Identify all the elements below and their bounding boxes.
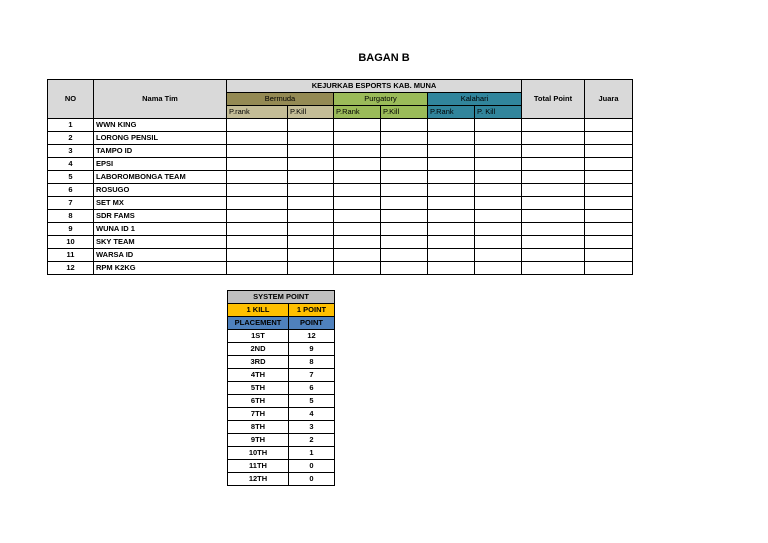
placement-label: 9TH — [228, 434, 289, 447]
placement-label: 11TH — [228, 460, 289, 473]
score-cell — [475, 184, 522, 197]
event-title: KEJURKAB ESPORTS KAB. MUNA — [227, 80, 522, 93]
score-cell — [288, 184, 334, 197]
score-cell — [227, 171, 288, 184]
score-cell — [428, 262, 475, 275]
juara-header: Juara — [585, 80, 633, 119]
placement-point: 0 — [289, 473, 335, 486]
table-row — [48, 145, 633, 158]
map-kalahari: Kalahari — [428, 93, 522, 106]
system-point-title: SYSTEM POINT — [228, 291, 335, 304]
table-row — [48, 158, 633, 171]
score-cell — [227, 145, 288, 158]
score-cell — [288, 223, 334, 236]
score-cell — [288, 197, 334, 210]
placement-label: 7TH — [228, 408, 289, 421]
placement-row — [228, 369, 335, 382]
team-number: 8 — [48, 210, 94, 223]
team-number: 11 — [48, 249, 94, 262]
team-name: EPSI — [94, 158, 227, 171]
team-name: RPM K2KG — [94, 262, 227, 275]
score-cell — [585, 132, 633, 145]
placement-label: 2ND — [228, 343, 289, 356]
score-cell — [585, 262, 633, 275]
score-cell — [585, 210, 633, 223]
placement-label: 10TH — [228, 447, 289, 460]
score-cell — [522, 119, 585, 132]
score-cell — [288, 262, 334, 275]
page-title: BAGAN B — [358, 52, 410, 64]
team-name: LABOROMBONGA TEAM — [94, 171, 227, 184]
score-cell — [428, 197, 475, 210]
placement-row — [228, 382, 335, 395]
score-cell — [585, 145, 633, 158]
score-cell — [381, 158, 428, 171]
team-name: LORONG PENSIL — [94, 132, 227, 145]
score-cell — [428, 249, 475, 262]
table-row — [48, 236, 633, 249]
score-cell — [428, 171, 475, 184]
score-cell — [288, 249, 334, 262]
purgatory-kill-header: P.Kill — [381, 106, 428, 119]
placement-label: 5TH — [228, 382, 289, 395]
no-header: NO — [48, 80, 94, 119]
placement-point: 4 — [289, 408, 335, 421]
score-cell — [522, 132, 585, 145]
score-cell — [475, 249, 522, 262]
score-cell — [475, 158, 522, 171]
placement-row — [228, 434, 335, 447]
placement-row — [228, 447, 335, 460]
table-row — [48, 184, 633, 197]
bermuda-kill-header: P.Kill — [288, 106, 334, 119]
score-cell — [522, 249, 585, 262]
team-number: 7 — [48, 197, 94, 210]
score-cell — [585, 158, 633, 171]
score-cell — [334, 197, 381, 210]
team-number: 3 — [48, 145, 94, 158]
score-cell — [475, 210, 522, 223]
score-cell — [475, 223, 522, 236]
placement-row — [228, 343, 335, 356]
score-cell — [428, 184, 475, 197]
total-point-header: Total Point — [522, 80, 585, 119]
table-row — [48, 197, 633, 210]
kill-label: 1 KILL — [228, 304, 289, 317]
score-cell — [334, 158, 381, 171]
placement-point: 1 — [289, 447, 335, 460]
map-bermuda: Bermuda — [227, 93, 334, 106]
score-cell — [585, 197, 633, 210]
score-cell — [288, 171, 334, 184]
score-cell — [475, 145, 522, 158]
system-point-table — [227, 290, 335, 486]
score-cell — [428, 132, 475, 145]
team-header: Nama Tim — [94, 80, 227, 119]
score-cell — [227, 236, 288, 249]
team-name: SET MX — [94, 197, 227, 210]
team-name: WWN KING — [94, 119, 227, 132]
score-cell — [381, 132, 428, 145]
score-cell — [227, 197, 288, 210]
score-cell — [334, 236, 381, 249]
team-number: 12 — [48, 262, 94, 275]
placement-point: 2 — [289, 434, 335, 447]
team-number: 4 — [48, 158, 94, 171]
team-number: 9 — [48, 223, 94, 236]
score-cell — [288, 236, 334, 249]
table-row — [48, 171, 633, 184]
table-row — [48, 262, 633, 275]
placement-point: 8 — [289, 356, 335, 369]
score-cell — [381, 249, 428, 262]
score-cell — [428, 210, 475, 223]
score-cell — [334, 249, 381, 262]
placement-label: 12TH — [228, 473, 289, 486]
placement-point: 5 — [289, 395, 335, 408]
score-cell — [585, 184, 633, 197]
team-name: SKY TEAM — [94, 236, 227, 249]
team-name: WUNA ID 1 — [94, 223, 227, 236]
score-cell — [334, 145, 381, 158]
score-cell — [522, 158, 585, 171]
kalahari-rank-header: P.Rank — [428, 106, 475, 119]
score-cell — [522, 223, 585, 236]
score-cell — [334, 119, 381, 132]
placement-label: 8TH — [228, 421, 289, 434]
placement-row — [228, 356, 335, 369]
team-name: TAMPO ID — [94, 145, 227, 158]
score-cell — [522, 171, 585, 184]
placement-point: 6 — [289, 382, 335, 395]
score-cell — [428, 145, 475, 158]
bermuda-rank-header: P.rank — [227, 106, 288, 119]
placement-row — [228, 408, 335, 421]
team-number: 2 — [48, 132, 94, 145]
point-header: POINT — [289, 317, 335, 330]
placement-point: 7 — [289, 369, 335, 382]
score-cell — [288, 119, 334, 132]
placement-point: 12 — [289, 330, 335, 343]
score-cell — [522, 184, 585, 197]
score-cell — [475, 236, 522, 249]
table-row — [48, 132, 633, 145]
score-cell — [381, 223, 428, 236]
placement-row — [228, 421, 335, 434]
score-cell — [585, 171, 633, 184]
placement-row — [228, 460, 335, 473]
score-cell — [334, 262, 381, 275]
placement-row — [228, 473, 335, 486]
score-cell — [428, 223, 475, 236]
purgatory-rank-header: P.Rank — [334, 106, 381, 119]
placement-label: 3RD — [228, 356, 289, 369]
team-number: 5 — [48, 171, 94, 184]
team-number: 10 — [48, 236, 94, 249]
score-cell — [381, 262, 428, 275]
score-cell — [428, 119, 475, 132]
score-cell — [522, 210, 585, 223]
map-purgatory: Purgatory — [334, 93, 428, 106]
score-cell — [381, 171, 428, 184]
score-cell — [522, 262, 585, 275]
score-cell — [522, 145, 585, 158]
score-cell — [522, 197, 585, 210]
score-cell — [334, 210, 381, 223]
table-row — [48, 223, 633, 236]
team-number: 1 — [48, 119, 94, 132]
table-row — [48, 249, 633, 262]
team-name: WARSA ID — [94, 249, 227, 262]
placement-point: 3 — [289, 421, 335, 434]
team-name: ROSUGO — [94, 184, 227, 197]
score-cell — [475, 262, 522, 275]
score-cell — [227, 132, 288, 145]
placement-label: 4TH — [228, 369, 289, 382]
score-cell — [381, 119, 428, 132]
score-cell — [428, 158, 475, 171]
score-cell — [227, 119, 288, 132]
score-cell — [334, 223, 381, 236]
score-cell — [381, 210, 428, 223]
table-row — [48, 210, 633, 223]
score-cell — [288, 210, 334, 223]
score-cell — [381, 236, 428, 249]
score-cell — [475, 197, 522, 210]
score-cell — [227, 210, 288, 223]
score-cell — [288, 132, 334, 145]
kalahari-kill-header: P. Kill — [475, 106, 522, 119]
team-name: SDR FAMS — [94, 210, 227, 223]
bracket-table — [47, 79, 633, 275]
table-row — [48, 119, 633, 132]
placement-row — [228, 395, 335, 408]
team-number: 6 — [48, 184, 94, 197]
placement-label: 1ST — [228, 330, 289, 343]
placement-label: 6TH — [228, 395, 289, 408]
score-cell — [585, 223, 633, 236]
placement-point: 0 — [289, 460, 335, 473]
score-cell — [585, 119, 633, 132]
score-cell — [475, 171, 522, 184]
score-cell — [227, 184, 288, 197]
score-cell — [381, 145, 428, 158]
score-cell — [381, 197, 428, 210]
placement-row — [228, 330, 335, 343]
kill-value: 1 POINT — [289, 304, 335, 317]
placement-header: PLACEMENT — [228, 317, 289, 330]
score-cell — [585, 249, 633, 262]
score-cell — [475, 132, 522, 145]
score-cell — [227, 223, 288, 236]
score-cell — [227, 249, 288, 262]
placement-point: 9 — [289, 343, 335, 356]
score-cell — [334, 184, 381, 197]
score-cell — [288, 145, 334, 158]
score-cell — [334, 132, 381, 145]
score-cell — [428, 236, 475, 249]
score-cell — [227, 158, 288, 171]
score-cell — [334, 171, 381, 184]
score-cell — [585, 236, 633, 249]
score-cell — [475, 119, 522, 132]
score-cell — [522, 236, 585, 249]
score-cell — [381, 184, 428, 197]
score-cell — [227, 262, 288, 275]
score-cell — [288, 158, 334, 171]
